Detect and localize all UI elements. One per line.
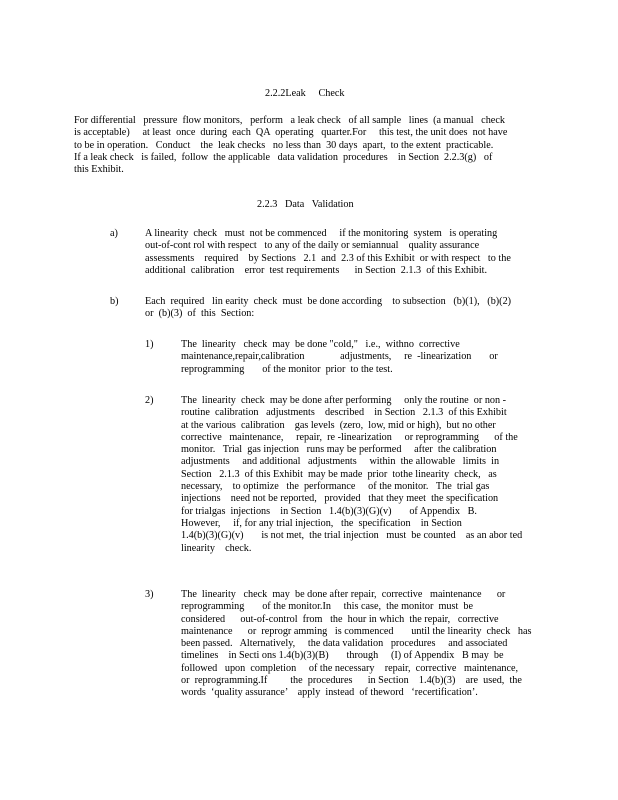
- text-line: to be in operation. Conduct the leak checks no less than 30 days apart, to the extent practicable.: [74, 139, 494, 151]
- text-line: If a leak check is failed, follow the applicable data validation procedures in Section 2.2.3(g) of: [74, 151, 493, 163]
- text-line: The linearity check may be done "cold," i.e., withno corrective: [181, 339, 460, 350]
- text-line: maintenance,repair,calibration adjustments, re -linearization or: [181, 351, 498, 363]
- leak-check-paragraph: [74, 115, 534, 176]
- text-line: corrective maintenance, repair, re -linearization or reprogramming of the: [181, 431, 518, 443]
- text-line: or (b)(3) of this Section:: [145, 308, 255, 320]
- text-line: timelines in Secti ons 1.4(b)(3)(B) through (I) of Appendix B may be: [181, 650, 504, 662]
- text-line: is acceptable) at least once during each QA operating quarter.For this test, the unit does not have: [74, 127, 508, 139]
- text-line: reprogramming of the monitor prior to the test.: [181, 363, 393, 375]
- text-line: injections need not be reported, provided that they meet the specification: [181, 493, 499, 505]
- text-line: assessments required by Sections 2.1 and 2.3 of this Exhibit or with respect to the: [145, 252, 511, 264]
- text-line: or reprogramming.If the procedures in Section 1.4(b)(3) are used, the: [181, 675, 522, 687]
- text-line: additional calibration error test requirements in Section 2.1.3 of this Exhibit.: [145, 264, 488, 276]
- section-heading-leak-check: 2.2.2Leak Check: [265, 88, 345, 99]
- text-line: been passed. Alternatively, the data validation procedures and associated: [181, 638, 508, 650]
- sub-item-2-text: [181, 395, 541, 555]
- text-line: The linearity check may be done after performing only the routine or non -: [181, 395, 507, 406]
- text-line: Section 2.1.3 of this Exhibit may be made prior tothe linearity check, as: [181, 468, 497, 480]
- text-line: this Exhibit.: [74, 164, 124, 176]
- item-a-label: a): [110, 228, 118, 239]
- text-line: For differential pressure flow monitors, perform a leak check of all sample lines (a manual check: [74, 115, 505, 126]
- text-line: routine calibration adjustments described in Section 2.1.3 of this Exhibit: [181, 407, 507, 419]
- text-line: 1.4(b)(3)(G)(v) is not met, the trial injection must be counted as an abor ted: [181, 530, 523, 542]
- item-b-text: [145, 296, 540, 321]
- text-line: considered out-of-control from the hour in which the repair, corrective: [181, 613, 499, 625]
- text-line: reprogramming of the monitor.In this case, the monitor must be: [181, 601, 473, 613]
- text-line: necessary, to optimize the performance of the monitor. The trial gas: [181, 481, 490, 493]
- sub-item-3-label: 3): [145, 589, 154, 600]
- sub-item-1-text: [181, 339, 498, 376]
- text-line: maintenance or reprogr amming is commenced until the linearity check has: [181, 625, 532, 637]
- text-line: linearity check.: [181, 542, 252, 554]
- item-a-text: [145, 228, 540, 277]
- text-line: followed upon completion of the necessary repair, corrective maintenance,: [181, 662, 519, 674]
- text-line: A linearity check must not be commenced if the monitoring system is operating: [145, 228, 498, 239]
- text-line: for trialgas injections in Section 1.4(b)(3)(G)(v) of Appendix B.: [181, 505, 477, 517]
- text-line: words ‘quality assurance’ apply instead of theword ‘recertification’.: [181, 687, 478, 699]
- text-line: Each required lin earity check must be done according to subsection (b)(1), (b)(2): [145, 296, 512, 307]
- item-b-label: b): [110, 296, 119, 307]
- sub-item-3-text: [181, 589, 543, 700]
- sub-item-1-label: 1): [145, 339, 154, 350]
- text-line: The linearity check may be done after repair, corrective maintenance or: [181, 589, 506, 600]
- section-heading-data-validation: 2.2.3 Data Validation: [257, 199, 354, 210]
- text-line: out-of-cont rol with respect to any of the daily or semiannual quality assurance: [145, 240, 480, 252]
- sub-item-2-label: 2): [145, 395, 154, 406]
- text-line: monitor. Trial gas injection runs may be performed after the calibration: [181, 444, 497, 456]
- text-line: However, if, for any trial injection, the specification in Section: [181, 517, 462, 529]
- text-line: adjustments and additional adjustments within the allowable limits in: [181, 456, 500, 468]
- text-line: at the various calibration gas levels (zero, low, mid or high), but no other: [181, 419, 496, 431]
